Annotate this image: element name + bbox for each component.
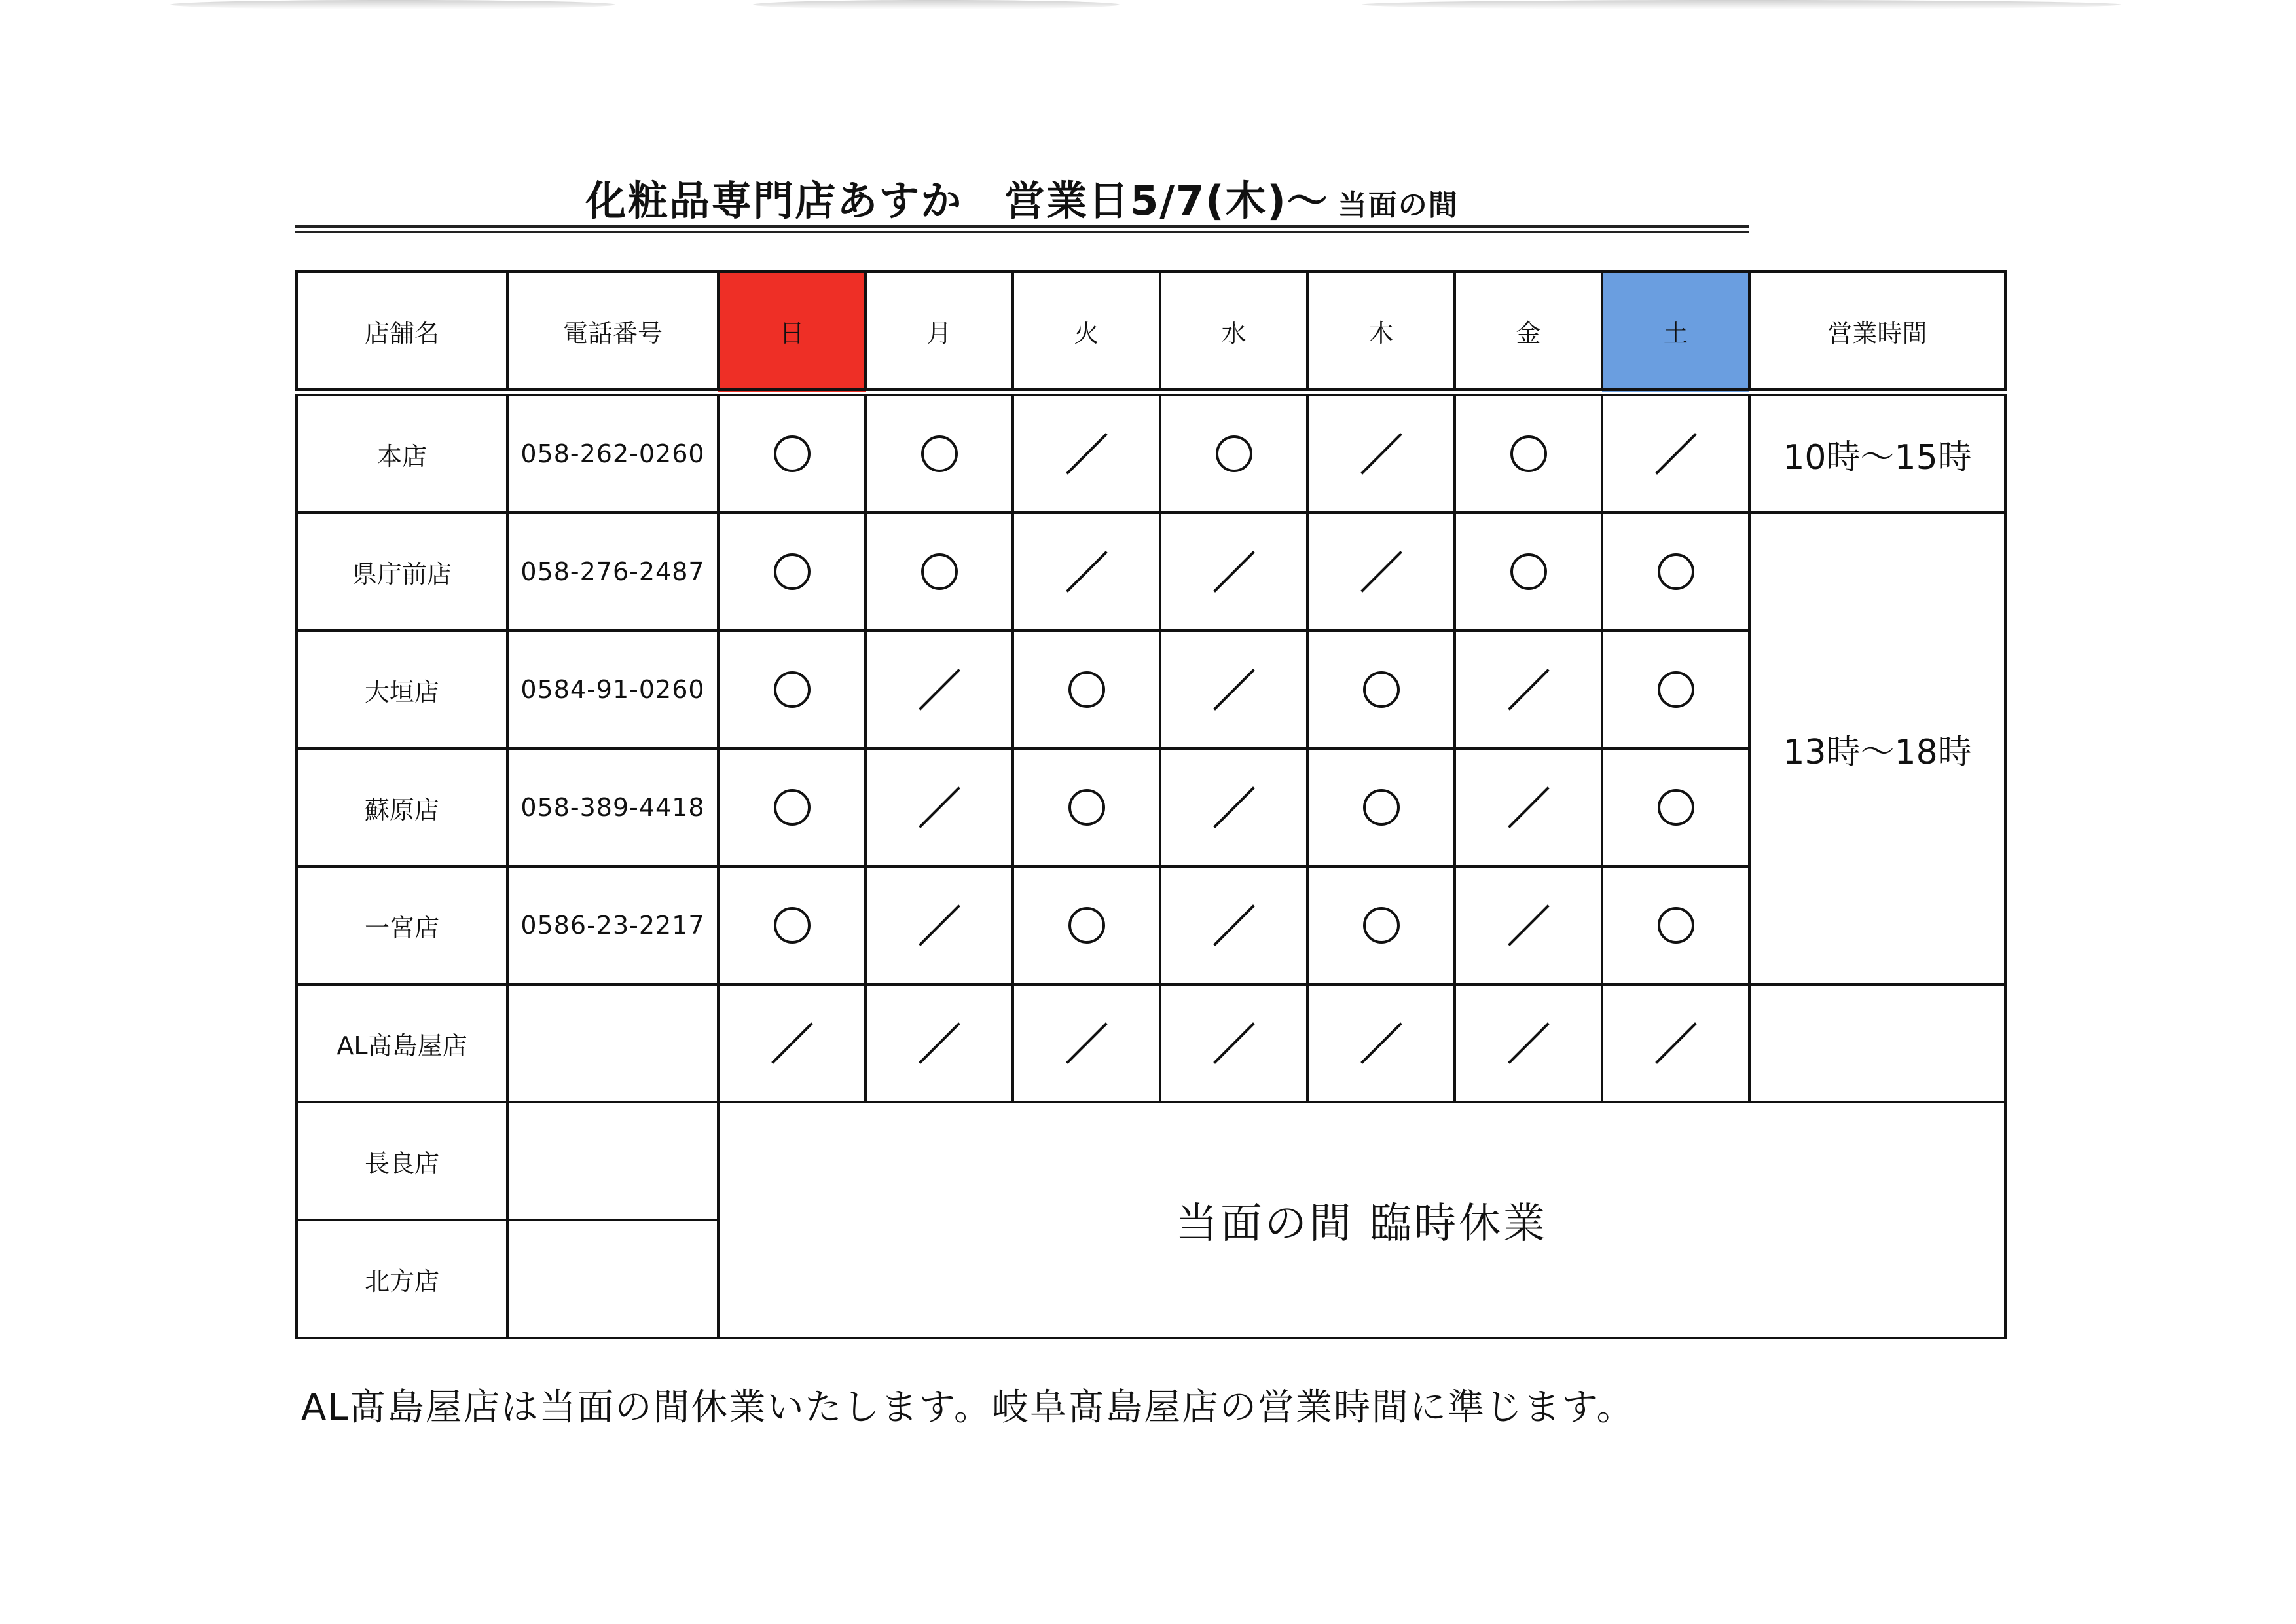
day-cell-wed bbox=[1160, 513, 1307, 631]
table-row bbox=[297, 513, 2005, 631]
closed-slash-icon bbox=[1216, 671, 1252, 708]
day-cell-mon bbox=[866, 748, 1013, 866]
title-rule bbox=[295, 231, 1749, 233]
closed-slash-icon bbox=[1363, 435, 1400, 472]
day-cell-thu bbox=[1307, 748, 1455, 866]
open-circle-icon bbox=[1068, 671, 1105, 708]
day-cell-wed bbox=[1160, 866, 1307, 984]
day-cell-wed bbox=[1160, 392, 1307, 513]
closed-slash-icon bbox=[921, 671, 958, 708]
store-phone bbox=[507, 1220, 718, 1338]
day-cell-tue bbox=[1013, 392, 1160, 513]
store-name: 県庁前店 bbox=[297, 513, 507, 631]
header-phone: 電話番号 bbox=[507, 272, 718, 392]
closed-slash-icon bbox=[1363, 1025, 1400, 1061]
day-cell-mon bbox=[866, 392, 1013, 513]
open-circle-icon bbox=[1658, 907, 1694, 944]
closed-slash-icon bbox=[1216, 789, 1252, 826]
closed-slash-icon bbox=[1068, 553, 1105, 590]
open-circle-icon bbox=[1363, 789, 1400, 826]
open-circle-icon bbox=[921, 435, 958, 472]
open-circle-icon bbox=[921, 553, 958, 590]
store-phone: 058-262-0260 bbox=[507, 392, 718, 513]
day-cell-thu bbox=[1307, 631, 1455, 748]
header-hours: 営業時間 bbox=[1749, 272, 2005, 392]
table-row bbox=[297, 984, 2005, 1102]
open-circle-icon bbox=[1363, 671, 1400, 708]
store-name: 北方店 bbox=[297, 1220, 507, 1338]
store-phone: 058-389-4418 bbox=[507, 748, 718, 866]
closed-slash-icon bbox=[1363, 553, 1400, 590]
closed-slash-icon bbox=[1510, 907, 1547, 944]
day-cell-thu bbox=[1307, 984, 1455, 1102]
table-row bbox=[297, 866, 2005, 984]
day-cell-mon bbox=[866, 866, 1013, 984]
table-row bbox=[297, 392, 2005, 513]
open-circle-icon bbox=[774, 553, 811, 590]
closed-slash-icon bbox=[1068, 1025, 1105, 1061]
day-cell-tue bbox=[1013, 984, 1160, 1102]
footnote: AL髙島屋店は当面の間休業いたします。岐阜髙島屋店の営業時間に準じます。 bbox=[301, 1386, 1635, 1429]
store-name: 長良店 bbox=[297, 1102, 507, 1220]
open-circle-icon bbox=[1510, 435, 1547, 472]
table-row bbox=[297, 631, 2005, 748]
day-cell-wed bbox=[1160, 748, 1307, 866]
closed-slash-icon bbox=[921, 789, 958, 826]
day-cell-tue bbox=[1013, 513, 1160, 631]
closed-slash-icon bbox=[1068, 435, 1105, 472]
day-cell-sat bbox=[1602, 748, 1749, 866]
open-circle-icon bbox=[1510, 553, 1547, 590]
day-cell-fri bbox=[1455, 984, 1602, 1102]
closed-slash-icon bbox=[921, 907, 958, 944]
hours-cell: 13時～18時 bbox=[1749, 513, 2005, 984]
header-day-thu: 木 bbox=[1307, 272, 1455, 392]
day-cell-fri bbox=[1455, 392, 1602, 513]
header-row bbox=[297, 272, 2005, 392]
open-circle-icon bbox=[774, 907, 811, 944]
page-title bbox=[295, 168, 1749, 227]
day-cell-sun bbox=[718, 392, 866, 513]
open-circle-icon bbox=[1216, 435, 1252, 472]
header-store: 店舗名 bbox=[297, 272, 507, 392]
title-block bbox=[295, 145, 1749, 244]
open-circle-icon bbox=[1658, 671, 1694, 708]
day-cell-mon bbox=[866, 984, 1013, 1102]
header-day-tue: 火 bbox=[1013, 272, 1160, 392]
day-cell-mon bbox=[866, 631, 1013, 748]
title-main: 化粧品専門店あすか 営業日5/7(木)～ bbox=[585, 177, 1329, 225]
scan-shadow bbox=[1362, 0, 2121, 9]
day-cell-fri bbox=[1455, 866, 1602, 984]
day-cell-sat bbox=[1602, 513, 1749, 631]
day-cell-sat bbox=[1602, 392, 1749, 513]
day-cell-mon bbox=[866, 513, 1013, 631]
closed-slash-icon bbox=[1510, 789, 1547, 826]
day-cell-tue bbox=[1013, 866, 1160, 984]
title-rule bbox=[295, 225, 1749, 228]
day-cell-sat bbox=[1602, 866, 1749, 984]
day-cell-fri bbox=[1455, 513, 1602, 631]
open-circle-icon bbox=[774, 789, 811, 826]
open-circle-icon bbox=[1658, 789, 1694, 826]
store-name: AL髙島屋店 bbox=[297, 984, 507, 1102]
scan-shadow bbox=[170, 0, 615, 9]
day-cell-wed bbox=[1160, 984, 1307, 1102]
store-name: 大垣店 bbox=[297, 631, 507, 748]
scan-shadow bbox=[753, 0, 1120, 9]
open-circle-icon bbox=[1363, 907, 1400, 944]
day-cell-thu bbox=[1307, 513, 1455, 631]
open-circle-icon bbox=[1068, 789, 1105, 826]
day-cell-wed bbox=[1160, 631, 1307, 748]
closed-slash-icon bbox=[921, 1025, 958, 1061]
closed-slash-icon bbox=[1216, 1025, 1252, 1061]
table-row bbox=[297, 1102, 2005, 1220]
closed-slash-icon bbox=[1216, 553, 1252, 590]
store-name: 一宮店 bbox=[297, 866, 507, 984]
day-cell-sun bbox=[718, 631, 866, 748]
day-cell-fri bbox=[1455, 631, 1602, 748]
header-day-fri: 金 bbox=[1455, 272, 1602, 392]
day-cell-thu bbox=[1307, 392, 1455, 513]
temporary-closure-note: 当面の間 臨時休業 bbox=[718, 1102, 2005, 1338]
day-cell-tue bbox=[1013, 748, 1160, 866]
closed-slash-icon bbox=[1510, 671, 1547, 708]
day-cell-tue bbox=[1013, 631, 1160, 748]
closed-slash-icon bbox=[1658, 435, 1694, 472]
hours-cell: 10時～15時 bbox=[1749, 392, 2005, 513]
day-cell-sun bbox=[718, 984, 866, 1102]
store-phone bbox=[507, 984, 718, 1102]
day-cell-sat bbox=[1602, 984, 1749, 1102]
table-row bbox=[297, 748, 2005, 866]
header-day-mon: 月 bbox=[866, 272, 1013, 392]
day-cell-sun bbox=[718, 748, 866, 866]
header-day-sat: 土 bbox=[1602, 272, 1749, 392]
store-phone bbox=[507, 1102, 718, 1220]
day-cell-sat bbox=[1602, 631, 1749, 748]
header-day-sun: 日 bbox=[718, 272, 866, 392]
title-sub: 当面の間 bbox=[1338, 189, 1459, 222]
closed-slash-icon bbox=[774, 1025, 811, 1061]
day-cell-sun bbox=[718, 513, 866, 631]
open-circle-icon bbox=[774, 671, 811, 708]
closed-slash-icon bbox=[1658, 1025, 1694, 1061]
hours-cell bbox=[1749, 984, 2005, 1102]
header-day-wed: 水 bbox=[1160, 272, 1307, 392]
store-phone: 0584-91-0260 bbox=[507, 631, 718, 748]
closed-slash-icon bbox=[1216, 907, 1252, 944]
store-name: 蘇原店 bbox=[297, 748, 507, 866]
open-circle-icon bbox=[1068, 907, 1105, 944]
closed-slash-icon bbox=[1510, 1025, 1547, 1061]
schedule-table bbox=[295, 270, 2007, 1339]
open-circle-icon bbox=[1658, 553, 1694, 590]
day-cell-fri bbox=[1455, 748, 1602, 866]
day-cell-sun bbox=[718, 866, 866, 984]
open-circle-icon bbox=[774, 435, 811, 472]
store-phone: 0586-23-2217 bbox=[507, 866, 718, 984]
day-cell-thu bbox=[1307, 866, 1455, 984]
store-name: 本店 bbox=[297, 392, 507, 513]
store-phone: 058-276-2487 bbox=[507, 513, 718, 631]
